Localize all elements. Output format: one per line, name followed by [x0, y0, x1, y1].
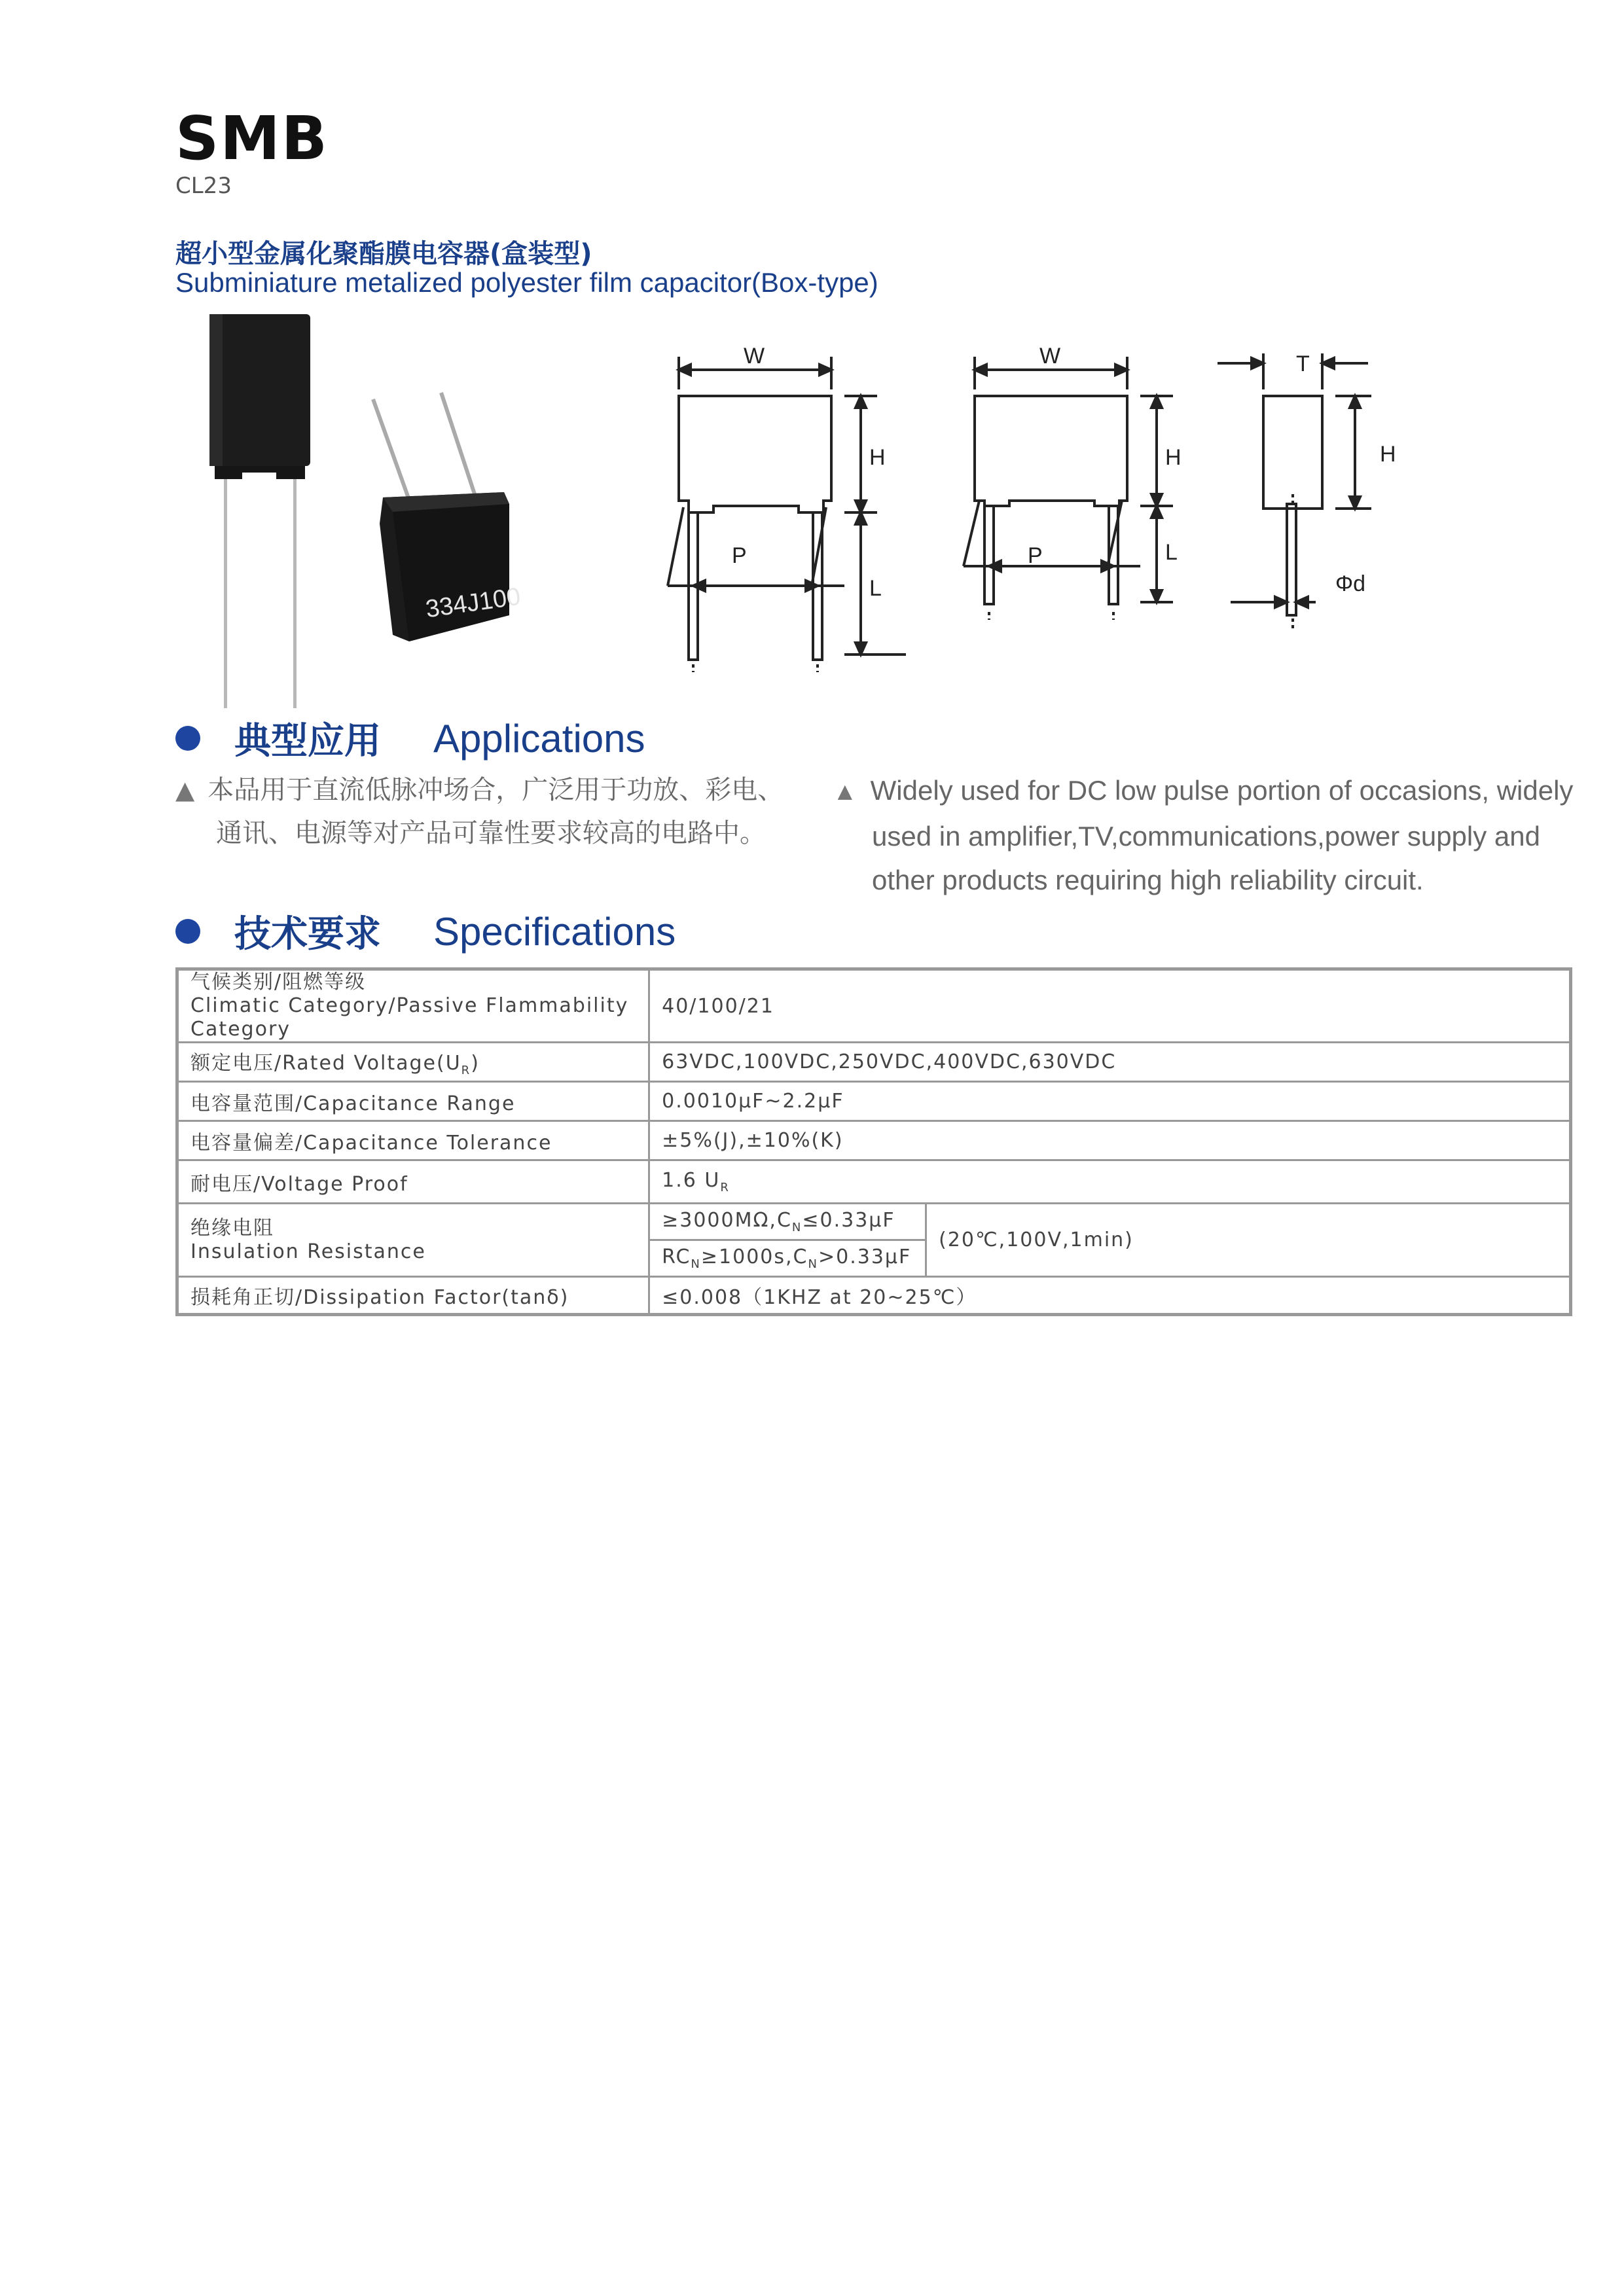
bullet-dot-icon	[175, 919, 200, 944]
label-height-1: H	[869, 445, 886, 470]
insulation-label-en: Insulation Resistance	[190, 1240, 426, 1263]
model-code: CL23	[175, 173, 232, 199]
cond-subscript: N	[791, 1221, 803, 1234]
table-row	[177, 1277, 1571, 1315]
insulation-condition-1	[649, 1204, 926, 1240]
insulation-label	[177, 1204, 649, 1277]
spec-label-cn: 气候类别/阻燃等级	[190, 971, 367, 994]
applications-text-en	[833, 768, 1585, 902]
applications-heading-cn: 典型应用	[234, 720, 381, 762]
spec-value: 40/100/21	[649, 969, 1571, 1043]
label-length-1: L	[869, 576, 882, 601]
table-row	[177, 1121, 1571, 1160]
label-pitch-2: P	[1028, 543, 1043, 568]
product-title-en: Subminiature metalized polyester film capacitor(Box-type)	[175, 267, 878, 298]
product-photo	[196, 308, 622, 713]
spec-label	[177, 969, 649, 1043]
label-length-2: L	[1165, 540, 1178, 565]
spec-value: 0.0010μF~2.2μF	[649, 1082, 1571, 1121]
front-dimension-diagram-1	[668, 357, 906, 672]
applications-heading-en: Applications	[433, 716, 645, 761]
spec-value-text: 1.6 U	[662, 1169, 721, 1192]
applications-text-cn	[175, 768, 830, 855]
applications-cn-line-1: 本品用于直流低脉冲场合，广泛用于功放、彩电、	[208, 775, 784, 805]
spec-label-subscript: R	[461, 1064, 471, 1077]
specifications-heading-cn: 技术要求	[234, 913, 381, 956]
spec-value	[649, 1160, 1571, 1204]
cond-text: ≤0.33μF	[802, 1209, 895, 1232]
cond-text: ≥1000s,C	[700, 1246, 808, 1268]
spec-value: ≤0.008（1KHZ at 20~25℃）	[649, 1277, 1571, 1315]
spec-label: 耐电压/Voltage Proof	[177, 1160, 649, 1204]
capacitor-marking: 334J100	[424, 583, 522, 624]
bullet-dot-icon	[175, 726, 200, 751]
label-thickness: T	[1296, 351, 1310, 376]
label-height-3: H	[1380, 442, 1396, 467]
insulation-condition-2	[649, 1240, 926, 1277]
label-width-1: W	[744, 344, 765, 368]
triangle-icon: ▲	[833, 778, 857, 806]
table-row	[177, 1204, 1571, 1240]
spec-value: 63VDC,100VDC,250VDC,400VDC,630VDC	[649, 1043, 1571, 1082]
table-row	[177, 1082, 1571, 1121]
capacitor-angled-view	[373, 393, 522, 641]
specifications-table	[175, 967, 1572, 1316]
insulation-test-condition: (20℃,100V,1min)	[926, 1204, 1571, 1277]
label-pitch-1: P	[732, 543, 747, 568]
label-width-2: W	[1039, 344, 1061, 368]
product-title-cn: 超小型金属化聚酯膜电容器(盒装型)	[175, 239, 592, 269]
cond-subscript: N	[808, 1257, 818, 1271]
model-title: SMB	[175, 103, 329, 173]
table-row	[177, 1043, 1571, 1082]
specifications-heading	[175, 905, 676, 958]
spec-label	[177, 1043, 649, 1082]
label-lead-diameter: Φd	[1335, 571, 1366, 596]
label-height-2: H	[1165, 445, 1182, 470]
insulation-label-cn: 绝缘电阻	[190, 1216, 274, 1240]
applications-heading	[175, 712, 645, 764]
applications-cn-line-2: 通讯、电源等对产品可靠性要求较高的电路中。	[216, 818, 766, 848]
cond-text: ≥3000MΩ,C	[662, 1209, 792, 1232]
cond-text: RC	[662, 1246, 691, 1268]
applications-en-line-1: Widely used for DC low pulse portion of occasions, widely	[870, 775, 1574, 806]
specifications-heading-en: Specifications	[433, 909, 676, 954]
spec-label: 损耗角正切/Dissipation Factor(tanδ)	[177, 1277, 649, 1315]
spec-label-end: )	[471, 1052, 480, 1075]
spec-value: ±5%(J),±10%(K)	[649, 1121, 1571, 1160]
cond-subscript: N	[691, 1257, 701, 1271]
spec-label-en: Climatic Category/Passive Flammability Category	[190, 994, 629, 1041]
spec-label: 电容量范围/Capacitance Range	[177, 1082, 649, 1121]
dimension-diagrams	[655, 337, 1427, 677]
table-row	[177, 1160, 1571, 1204]
applications-en-line-3: other products requiring high reliability circuit.	[872, 865, 1424, 895]
front-dimension-diagram-2	[964, 357, 1173, 620]
spec-label: 电容量偏差/Capacitance Tolerance	[177, 1121, 649, 1160]
triangle-icon: ▲	[175, 776, 195, 804]
spec-value-subscript: R	[720, 1181, 730, 1194]
cond-text: >0.33μF	[818, 1246, 912, 1268]
capacitor-front-view	[209, 314, 310, 708]
applications-en-line-2: used in amplifier,TV,communications,power supply and	[872, 821, 1540, 852]
spec-label-text: 额定电压/Rated Voltage(U	[190, 1052, 461, 1075]
table-row	[177, 969, 1571, 1043]
